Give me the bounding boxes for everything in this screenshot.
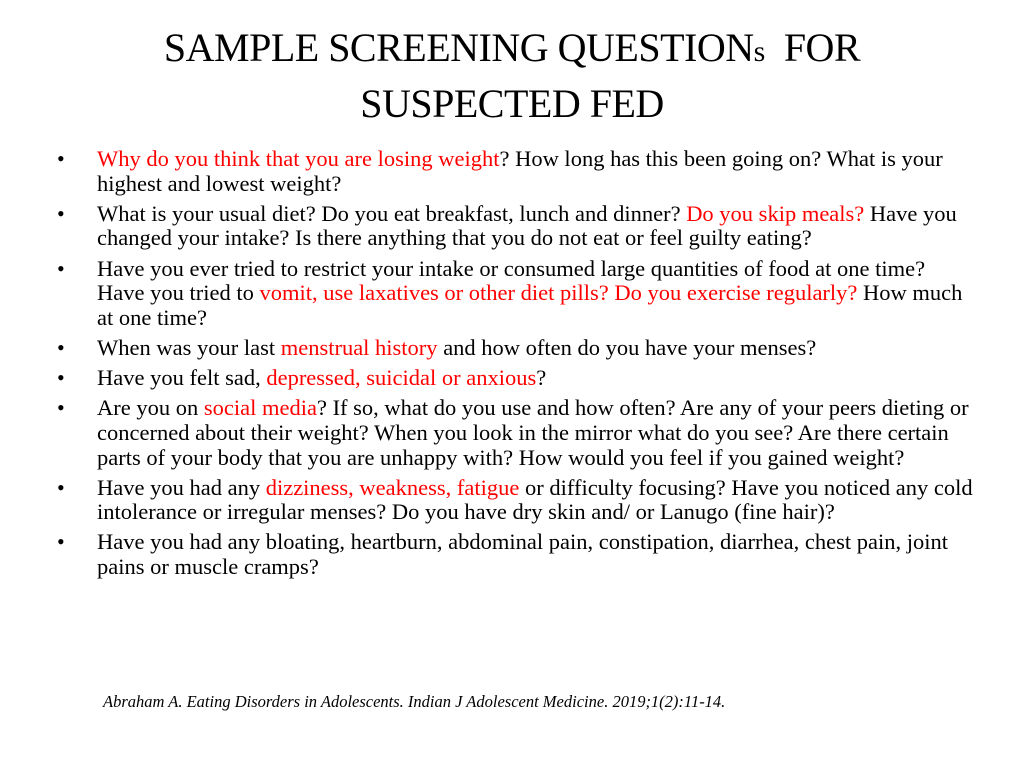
bullet-text: ? How long has this been going on? What is your highest and lowest weight? <box>97 146 943 196</box>
title-line2: SUSPECTED FED <box>360 81 664 126</box>
highlighted-text: menstrual history <box>280 334 438 360</box>
bullet-icon: • <box>57 474 65 500</box>
highlighted-text: depressed, suicidal or anxious <box>266 365 537 391</box>
bullet-text: Have you felt sad, <box>97 365 267 391</box>
bullet-icon: • <box>57 334 65 360</box>
title-line1-suffix: s <box>753 35 765 68</box>
bullet-text: Have you had any <box>97 474 266 500</box>
bullet-text: Have you had any bloating, heartburn, abdominal pain, constipation, diarrhea, chest pain, joint pains or muscle cramps? <box>97 529 949 580</box>
highlighted-text: social media <box>203 395 317 421</box>
bullet-list <box>57 147 977 585</box>
bullet-icon: • <box>57 255 65 281</box>
bullet-icon: • <box>57 529 65 555</box>
bullet-text: When was your last <box>97 334 281 360</box>
bullet-item <box>57 530 977 579</box>
bullet-text: What is your usual diet? Do you eat breakfast, lunch and dinner? <box>97 200 687 226</box>
bullet-text: Are you on <box>97 395 204 421</box>
highlighted-text: Why do you think that you are losing weight <box>97 146 500 171</box>
bullet-item <box>57 336 977 361</box>
bullet-item <box>57 257 977 331</box>
bullet-item <box>57 366 977 391</box>
highlighted-text: vomit, use laxatives or other diet pills? Do you exercise regularly? <box>259 280 858 306</box>
citation: Abraham A. Eating Disorders in Adolescents. Indian J Adolescent Medicine. 2019;1(2):11-14. <box>103 692 726 711</box>
bullet-text: How much at one time? <box>97 280 963 330</box>
bullet-item <box>57 202 977 251</box>
bullet-text: or difficulty focusing? Have you noticed any cold intolerance or irregular menses? Do you have dry skin and/ or Lanugo (fine hair)? <box>97 474 973 525</box>
bullet-text: Have you changed your intake? Is there anything that you do not eat or feel guilty eating? <box>97 200 957 251</box>
bullet-item <box>57 396 977 470</box>
bullet-icon: • <box>57 395 65 421</box>
bullet-item <box>57 476 977 525</box>
bullet-text: ? <box>536 365 547 391</box>
highlighted-text: dizziness, weakness, fatigue <box>265 474 520 500</box>
bullet-item <box>57 147 977 196</box>
title-line1-end: FOR <box>764 25 861 70</box>
bullet-text: ? If so, what do you use and how often? Are any of your peers dieting or concerned about their weight? When you look in the mirror what do you see? Are there certain parts of your body that you are unhappy with? How would you feel if you gained weight? <box>97 395 969 470</box>
bullet-icon: • <box>57 200 65 226</box>
title-line1-main: SAMPLE SCREENING QUESTION <box>163 25 754 70</box>
bullet-text: Have you ever tried to restrict your intake or consumed large quantities of food at one time? Have you tried to <box>97 255 926 306</box>
slide-title <box>40 22 984 130</box>
bullet-icon: • <box>57 365 65 391</box>
highlighted-text: Do you skip meals? <box>686 200 865 226</box>
bullet-icon: • <box>57 146 65 171</box>
bullet-text: and how often do you have your menses? <box>437 334 817 360</box>
